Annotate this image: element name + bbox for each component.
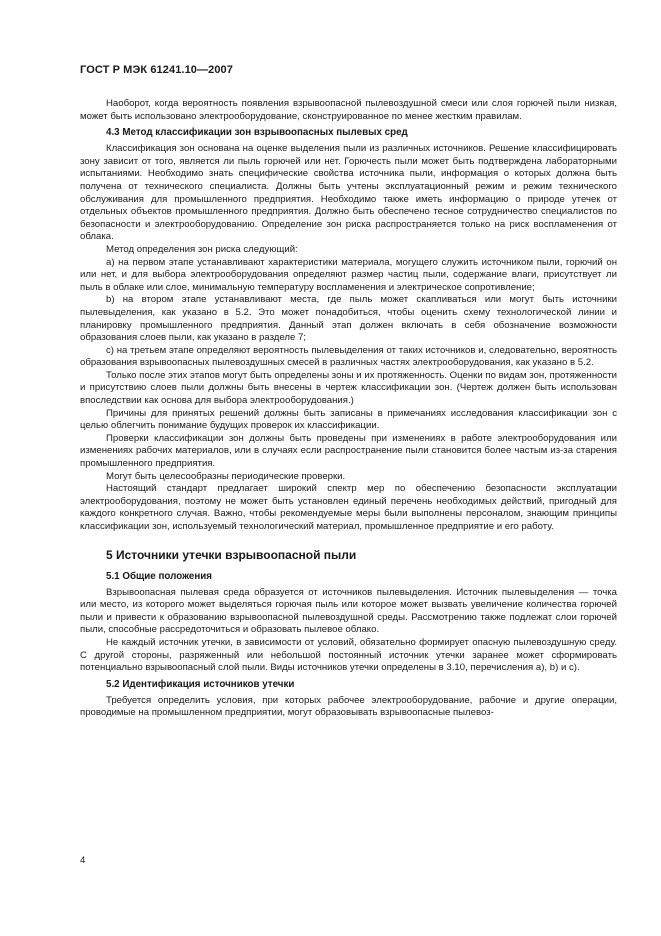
list-item-a: a) на первом этапе устанавливают характеристики материала, могущего служить источником пыли, горючий он или нет, и для выбора электрооборудования определяют размер частиц пыли, содержание влаги, присутствует ли пыль в облаке или слое, минимальную температуру воспламенения и электрическое сопротивление; [80,256,617,293]
section-heading-5-1: 5.1 Общие положения [106,570,213,582]
paragraph: Требуется определить условия, при которых рабочее электрооборудование, рабочие и другие операции, проводимые на промышленном предприятии, могут образовывать взрывоопасные пылевоз- [80,694,617,719]
paragraph: Проверки классификации зон должны быть проведены при изменениях в работе электрооборудования или изменениях рабочих материалов, или в случаях если распространение пыли становится более частым из-за старения промышленного предприятия. [80,432,617,470]
section-heading-5-2: 5.2 Идентификация источников утечки [106,678,295,690]
paragraph: Метод определения зон риска следующий: [106,243,298,255]
paragraph: Настоящий стандарт предлагает широкий спектр мер по обеспечению безопасности эксплуатации электрооборудования, поэтому не может быть установлен единый перечень необходимых действий, пригодный для каждого конкретного случая. Важно, чтобы рекомендуемые меры были выполнены персоналом, знающим принципы классификации зон, используемый технологический материал, промышленное предприятие и его работу. [80,483,617,532]
document-header: ГОСТ Р МЭК 61241.10—2007 [80,64,233,76]
paragraph: Наоборот, когда вероятность появления взрывоопасной пылевоздушной смеси или слоя горючей пыли низкая, может быть использовано электрооборудование, сконструированное по менее жестким правилам. [80,98,617,122]
section-heading-5: 5 Источники утечки взрывоопасной пыли [106,547,357,562]
paragraph: Только после этих этапов могут быть определены зоны и их протяженность. Оценки по видам зон, протяженности и присутствию слоев пыли должны быть внесены в чертеж классификации зон. (Чертеж должен быть использован впоследствии как основа для выбора электрооборудования.) [80,369,617,407]
section-heading-4-3: 4.3 Метод классификации зон взрывоопасных пылевых сред [106,127,408,139]
paragraph: Не каждый источник утечки, в зависимости от условий, обязательно формирует опасную пылевоздушную среду. С другой стороны, разряженный или небольшой постоянный источник утечки заранее может сформировать потенциально взрывоопасный слой пыли. Виды источников утечки определены в 3.10, перечисления a), b) и c). [80,636,617,674]
list-item-b: b) на втором этапе устанавливают места, где пыль может скапливаться или могут быть источники пылевыделения, как указано в 5.2. Это может понадобиться, чтобы оценить схему технологической линии и планировку промышленного предприятия. Данный этап должен включать в себя обозначение возможности образования слоев пыли, как указано в разделе 7; [80,294,617,344]
paragraph: Могут быть целесообразны периодические проверки. [106,470,346,482]
paragraph: Взрывоопасная пылевая среда образуется от источников пылевыделения. Источник пылевыделения — точка или место, из которого может выделяться горючая пыль или которое может вызвать увеличение количества горючей пыли и привести к образованию взрывоопасной пылевоздушной среды. Рассмотрению также подлежат слои горючей пыли, способные рассредоточиться и образовать пылевое облако. [80,586,617,636]
page-number: 4 [80,855,86,866]
paragraph: Причины для принятых решений должны быть записаны в примечаниях исследования классификации зон с целью облегчить понимание будущих проверок их классификации. [80,407,617,432]
list-item-c: c) на третьем этапе определяют вероятность пылевыделения от таких источников и, следовательно, вероятность образования взрывоопасных пылевоздушных смесей в различных частях электрооборудования, как указано в 5.2. [80,344,617,369]
paragraph: Классификация зон основана на оценке выделения пыли из различных источников. Решение классифицировать зону зависит от того, является ли пыль горючей или нет. Горючесть пыли может быть подтверждена лабораторными испытаниями. Необходимо знать специфические свойства источника пыли, информация о которых должна быть получена от технического специалиста. Должны быть учтены эксплуатационный режим и режим технического обслуживания для промышленного предприятия. Необходимо также иметь информацию о природе утечек от отдельных объектов промышленного предприятия. Должно быть обеспечено тесное сотрудничество специалистов по безопасности и электрооборудованию. Определение зон риска распространяется только на риск воспламенения от облака. [80,143,617,243]
